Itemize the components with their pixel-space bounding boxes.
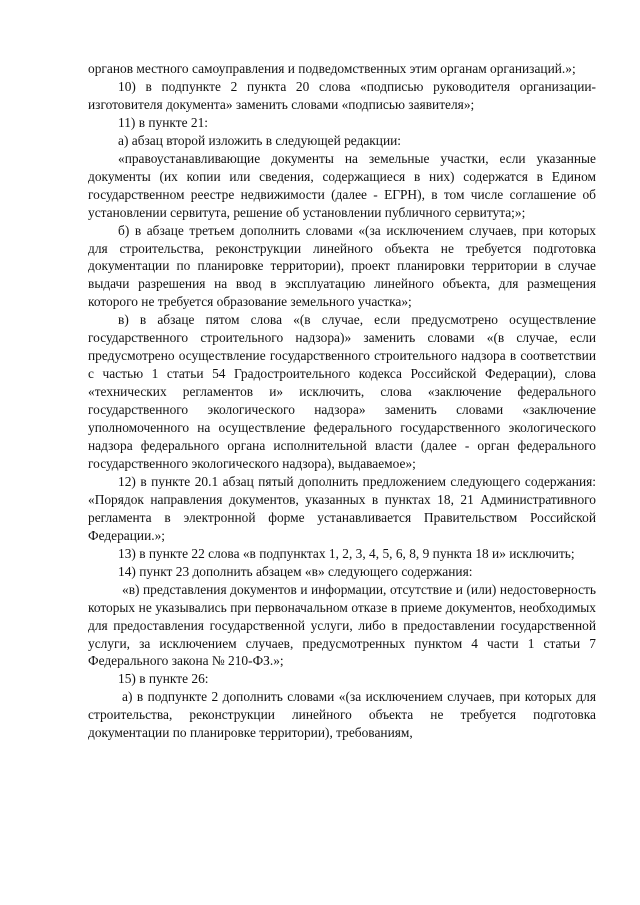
- paragraph-item-15a: а) в подпункте 2 дополнить словами «(за исключением случаев, при которых для строительства, реконструкции линейного объекта не требуется подготовка документации по планировке территории), требованиям,: [88, 689, 596, 741]
- paragraph-item-13: 13) в пункте 22 слова «в подпунктах 1, 2, 3, 4, 5, 6, 8, 9 пункта 18 и» исключить;: [118, 545, 575, 561]
- paragraph-item-11v: в) в абзаце пятом слова «(в случае, если предусмотрено осуществление государственного строительного надзора)» заменить словами «(в случае, если предусмотрено осуществление государственного строительного надзора в соответствии с частью 1 статьи 54 Градостроительного кодекса Российской Федерации), слова «технических регламентов и» исключить, слова «заключение федерального государственного экологического надзора» заменить словами «заключение уполномоченного на осуществление федерального государственного экологического надзора федерального органа исполнительной власти (далее - орган федерального государственного экологического надзора), выдаваемое»;: [88, 312, 596, 471]
- paragraph-item-14: 14) пункт 23 дополнить абзацем «в» следующего содержания:: [118, 563, 473, 579]
- paragraph-quote-11a: «правоустанавливающие документы на земельные участки, если указанные документы (их копии или сведения, содержащиеся в них) содержатся в Едином государственном реестре недвижимости (далее - ЕГРН), в том числе соглашение об установлении сервитута, решение об установлении публичного сервитута;»;: [88, 150, 596, 220]
- paragraph-item-15: 15) в пункте 26:: [118, 671, 209, 687]
- paragraph-item-11a: а) абзац второй изложить в следующей редакции:: [118, 132, 402, 148]
- paragraph-continuation: органов местного самоуправления и подведомственных этим органам организаций.»;: [88, 61, 576, 76]
- paragraph-item-11b: б) в абзаце третьем дополнить словами «(за исключением случаев, при которых для строительства, реконструкции линейного объекта не требуется подготовка документации по планировке территории), проект планировки территории в случае выдачи разрешения на ввод в эксплуатацию линейного объекта, для размещения которого не требуется образование земельного участка»;: [88, 222, 596, 310]
- document-page: [88, 60, 596, 742]
- paragraph-item-10: 10) в подпункте 2 пункта 20 слова «подписью руководителя организации-изготовителя документа» заменить словами «подписью заявителя»;: [88, 78, 596, 112]
- paragraph-quote-14v: «в) представления документов и информации, отсутствие и (или) недостоверность которых не указывались при первоначальном отказе в приеме документов, необходимых для предоставления государственной услуги, либо в предоставлении государственной услуги, за исключением случаев, предусмотренных пунктом 4 части 1 статьи 7 Федерального закона № 210-ФЗ.»;: [88, 581, 596, 669]
- paragraph-item-12: 12) в пункте 20.1 абзац пятый дополнить предложением следующего содержания: «Порядок направления документов, указанных в пунктах 18, 21 Административного регламента в электронной форме устанавливается Правительством Российской Федерации.»;: [88, 473, 596, 543]
- paragraph-item-11: 11) в пункте 21:: [118, 114, 208, 130]
